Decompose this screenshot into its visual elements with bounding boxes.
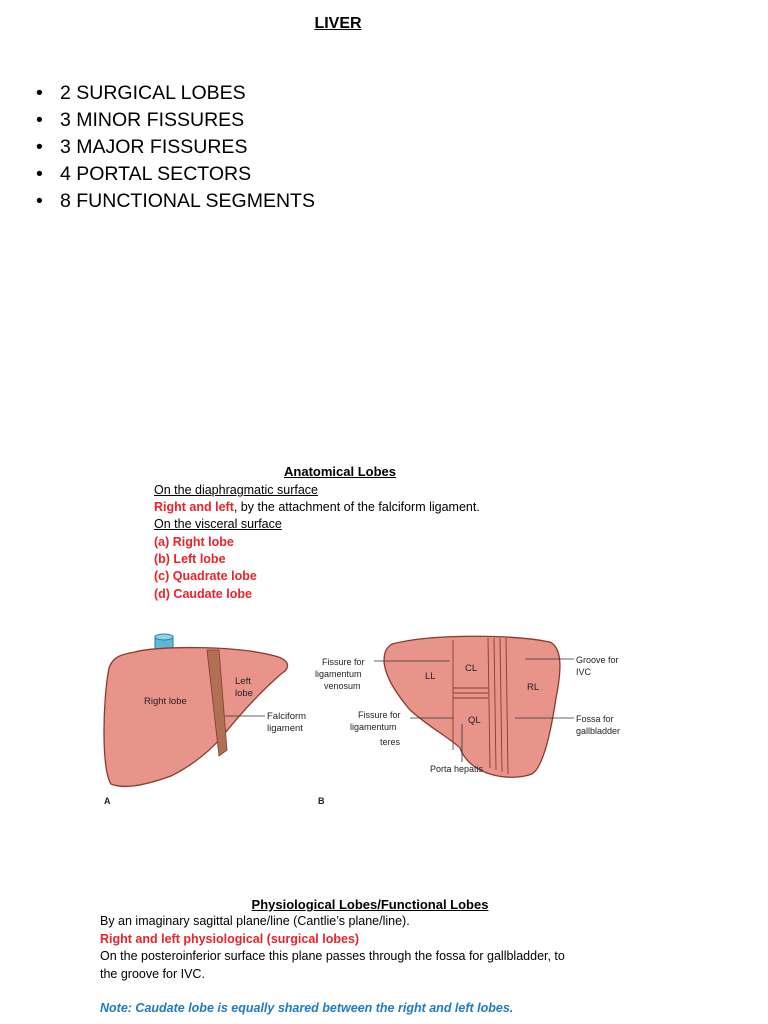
figure-b-letter: B bbox=[318, 796, 325, 806]
list-item bbox=[36, 134, 315, 161]
right-lobe-label: Right lobe bbox=[144, 696, 187, 707]
bullet-dot: • bbox=[36, 136, 43, 158]
bullet-dot: • bbox=[36, 163, 43, 185]
summary-list bbox=[36, 80, 315, 215]
list-item bbox=[36, 107, 315, 134]
right-left-text: Right and left bbox=[154, 500, 234, 514]
list-item-text: 4 PORTAL SECTORS bbox=[60, 163, 252, 185]
caudate-note: Note: Caudate lobe is equally shared between the right and left lobes. bbox=[100, 1001, 514, 1015]
figure-a-letter: A bbox=[104, 796, 111, 806]
teres-label-3: teres bbox=[380, 737, 401, 747]
venosum-label-1: Fissure for bbox=[322, 657, 365, 667]
diaphragmatic-label: On the diaphragmatic surface bbox=[154, 483, 318, 497]
venosum-label-3: venosum bbox=[324, 681, 361, 691]
liver-visceral-figure bbox=[310, 628, 640, 813]
list-item bbox=[36, 161, 315, 188]
liver-diaphragmatic-figure bbox=[95, 628, 315, 813]
cantlie-line: By an imaginary sagittal plane/line (Cantlie’s plane/line). bbox=[100, 914, 410, 928]
surgical-lobes-line: Right and left physiological (surgical lobes) bbox=[100, 932, 360, 946]
ivc-groove-label-1: Groove for bbox=[576, 655, 619, 665]
venosum-label-2: ligamentum bbox=[315, 669, 362, 679]
falciform-label-2: ligament bbox=[267, 723, 303, 734]
list-item bbox=[36, 188, 315, 215]
ivc-top-shape bbox=[155, 634, 173, 640]
left-lobe-label-1: Left bbox=[235, 676, 251, 687]
teres-label-1: Fissure for bbox=[358, 710, 401, 720]
page-title: LIVER bbox=[314, 15, 362, 32]
visceral-label: On the visceral surface bbox=[154, 517, 282, 531]
plane-description-line: On the posteroinferior surface this plane passes through the fossa for gallbladder, to bbox=[100, 949, 565, 963]
liver-outline-a bbox=[104, 648, 288, 787]
plane-description-line-2: the groove for IVC. bbox=[100, 967, 205, 981]
lobe-item-left: (b) Left lobe bbox=[154, 552, 226, 566]
bullet-dot: • bbox=[36, 190, 43, 212]
bullet-dot: • bbox=[36, 109, 43, 131]
list-item-text: 3 MAJOR FISSURES bbox=[60, 136, 248, 158]
ll-label: LL bbox=[425, 671, 436, 682]
cl-label: CL bbox=[465, 663, 478, 674]
list-item-text: 2 SURGICAL LOBES bbox=[60, 82, 246, 104]
list-item-text: 3 MINOR FISSURES bbox=[60, 109, 245, 131]
gallbladder-fossa-label-1: Fossa for bbox=[576, 714, 614, 724]
right-left-line bbox=[154, 499, 480, 516]
list-item bbox=[36, 80, 315, 107]
lobe-item-quadrate: (c) Quadrate lobe bbox=[154, 569, 257, 583]
falciform-label-1: Falciform bbox=[267, 711, 307, 722]
liver-outline-b bbox=[384, 636, 560, 777]
rl-label: RL bbox=[527, 682, 540, 693]
list-item-text: 8 FUNCTIONAL SEGMENTS bbox=[60, 190, 315, 212]
ivc-groove-label-2: IVC bbox=[576, 667, 592, 677]
gallbladder-fossa-label-2: gallbladder bbox=[576, 726, 621, 736]
left-lobe-label-2: lobe bbox=[235, 688, 253, 699]
right-left-rest: , by the attachment of the falciform ligament. bbox=[233, 500, 480, 514]
teres-label-2: ligamentum bbox=[350, 722, 397, 732]
lobe-item-caudate: (d) Caudate lobe bbox=[154, 587, 252, 601]
ql-label: QL bbox=[468, 715, 481, 726]
bullet-dot: • bbox=[36, 82, 43, 104]
porta-hepatis-label: Porta hepatis bbox=[430, 764, 484, 774]
lobe-item-right: (a) Right lobe bbox=[154, 535, 234, 549]
physiological-heading: Physiological Lobes/Functional Lobes bbox=[251, 897, 489, 912]
anatomical-heading: Anatomical Lobes bbox=[284, 464, 396, 479]
